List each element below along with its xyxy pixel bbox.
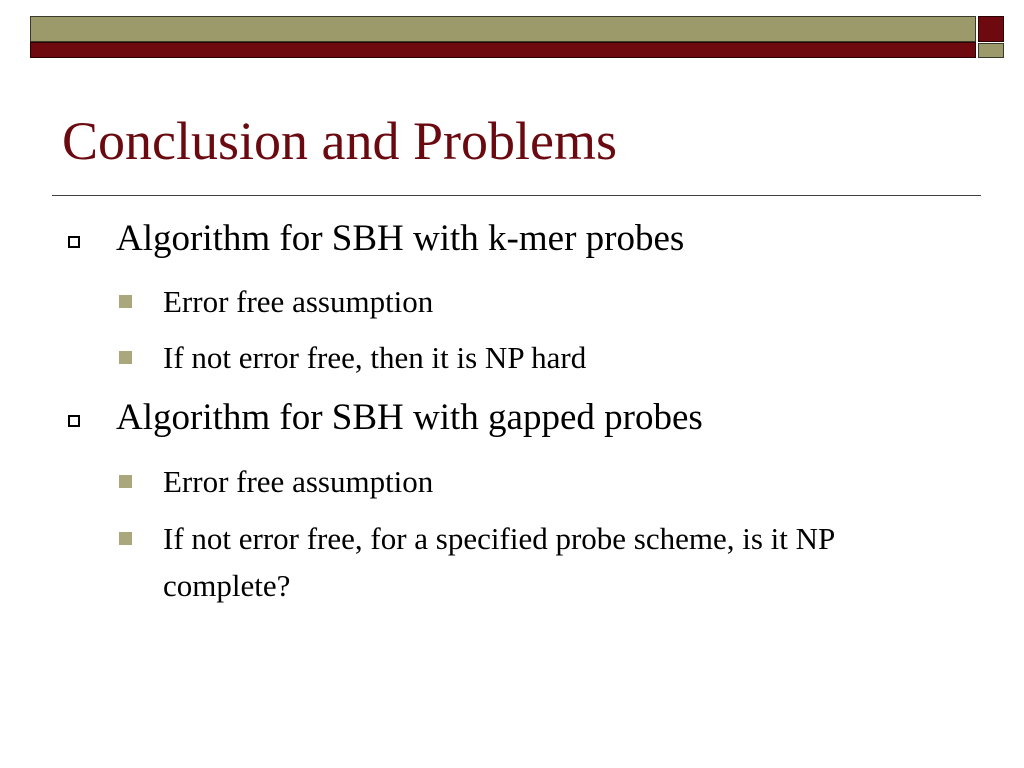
slide-title: Conclusion and Problems [62,111,617,171]
filled-square-bullet-icon [119,475,132,488]
bullet-item: Algorithm for SBH with k-mer probes [116,218,685,259]
sub-bullet-item: If not error free, then it is NP hard [163,340,587,375]
sub-bullet-item: Error free assumption [163,464,434,499]
filled-square-bullet-icon [119,295,132,308]
sub-bullet-item: Error free assumption [163,284,434,319]
hollow-square-bullet-icon [68,415,80,427]
bullet-item: Algorithm for SBH with gapped probes [116,397,703,438]
filled-square-bullet-icon [119,532,132,545]
sub-bullet-item: If not error free, for a specified probe scheme, is it NP complete? [163,521,835,603]
hollow-square-bullet-icon [68,236,80,248]
filled-square-bullet-icon [119,351,132,364]
